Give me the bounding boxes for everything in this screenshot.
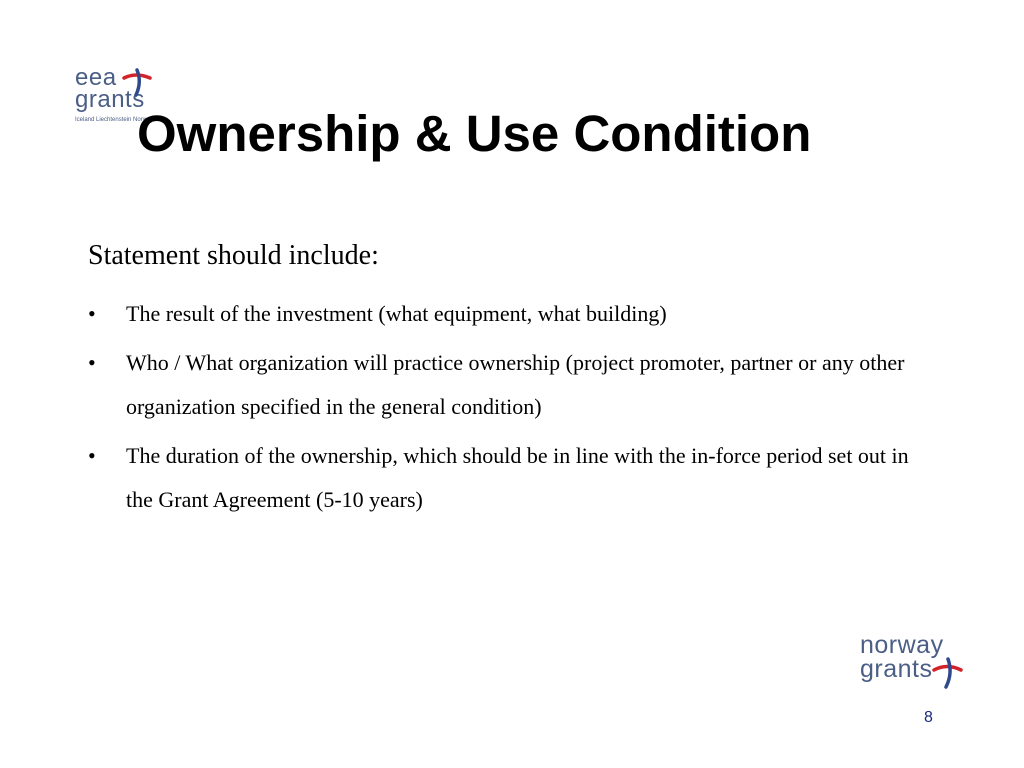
norway-grants-logo <box>860 632 970 696</box>
statement-intro: Statement should include: <box>88 240 379 271</box>
bullet-item <box>88 292 918 336</box>
norway-logo-word-grants: grants <box>860 655 933 683</box>
norway-cross-icon <box>930 656 964 690</box>
bullet-symbol: • <box>88 350 96 375</box>
bullet-item <box>88 434 918 522</box>
slide-title: Ownership & Use Condition <box>137 105 812 162</box>
page-number: 8 <box>924 709 933 726</box>
norway-logo-word-norway: norway <box>860 631 944 659</box>
bullet-list <box>88 292 918 527</box>
eea-logo-word-grants: grants <box>75 86 145 113</box>
bullet-text: The duration of the ownership, which should be in line with the in-force period set out in the Grant Agreement (5-10 years) <box>126 443 909 512</box>
eea-logo-tagline: Iceland Liechtenstein Norway <box>75 117 154 123</box>
bullet-symbol: • <box>88 443 96 468</box>
eea-logo-word-eea: eea <box>75 64 117 91</box>
bullet-text: The result of the investment (what equipment, what building) <box>126 301 667 326</box>
bullet-symbol: • <box>88 301 96 326</box>
bullet-item <box>88 341 918 429</box>
bullet-text: Who / What organization will practice ownership (project promoter, partner or any other organization specified in the general condition) <box>126 350 905 419</box>
eea-cross-icon <box>120 68 154 98</box>
